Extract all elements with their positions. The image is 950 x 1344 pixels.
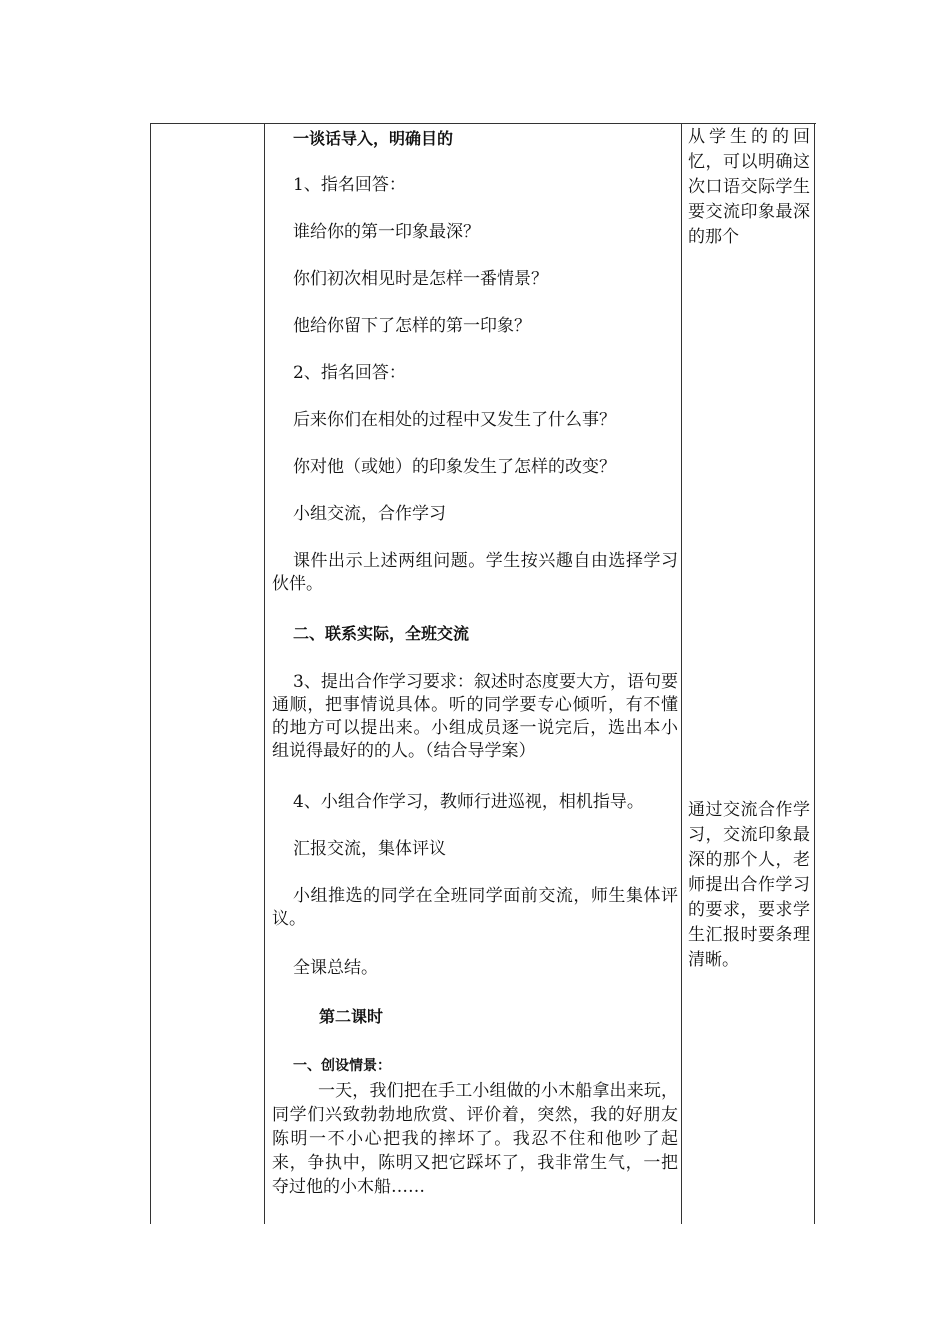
question-2b: 你对他（或她）的印象发生了怎样的改变？ bbox=[293, 457, 616, 477]
group-discussion-text: 课件出示上述两组问题。学生按兴趣自由选择学习伙伴。 bbox=[272, 551, 678, 594]
report-text: 小组推选的同学在全班同学面前交流，师生集体评议。 bbox=[272, 886, 678, 929]
step-4-group-study: 4、小组合作学习，教师行进巡视，相机指导。 bbox=[293, 792, 644, 812]
table-border-right bbox=[814, 124, 815, 1224]
design-note-2: 通过交流合作学习，交流印象最深的那个人，老师提出合作学习的要求，要求学生汇报时要条理清晰。 bbox=[688, 800, 810, 970]
question-1b: 你们初次相见时是怎样一番情景？ bbox=[293, 269, 548, 289]
question-1c: 他给你留下了怎样的第一印象？ bbox=[293, 316, 531, 336]
scene-story-text: 一天，我们把在手工小组做的小木船拿出来玩，同学们兴致勃勃地欣赏、评价着，突然，我的好朋友陈明一不小心把我的摔坏了。我忍不住和他吵了起来，争执中，陈明又把它踩坏了，我非常生气，一把夺过他的小木船…… bbox=[272, 1081, 678, 1197]
question-group-1-label: 1、指名回答： bbox=[293, 175, 406, 195]
lesson-plan-table bbox=[150, 123, 816, 1224]
report-heading: 汇报交流，集体评议 bbox=[293, 839, 446, 859]
scene-heading: 一、创设情景： bbox=[293, 1058, 391, 1074]
group-discussion-heading: 小组交流，合作学习 bbox=[293, 504, 446, 524]
step-3-requirements: 3、提出合作学习要求：叙述时态度要大方，语句要通顺，把事情说具体。听的同学要专心倾听，有不懂的地方可以提出来。小组成员逐一说完后，选出本小组说得最好的的人。（结合导学案） bbox=[272, 672, 678, 761]
question-group-2-label: 2、指名回答： bbox=[293, 363, 406, 383]
question-1a: 谁给你的第一印象最深？ bbox=[293, 222, 480, 242]
section-heading-class-exchange: 二、联系实际，全班交流 bbox=[293, 624, 470, 643]
question-2a: 后来你们在相处的过程中又发生了什么事？ bbox=[293, 410, 616, 430]
section-heading-intro: 一谈话导入，明确目的 bbox=[293, 129, 454, 148]
table-divider-1 bbox=[264, 124, 265, 1224]
teaching-process-cell bbox=[272, 124, 678, 1220]
table-divider-2 bbox=[681, 124, 682, 1224]
design-note-1: 从学生的的回忆，可以明确这次口语交际学生要交流印象最深的那个 bbox=[688, 127, 810, 247]
second-lesson-title: 第二课时 bbox=[319, 1007, 384, 1026]
lesson-summary: 全课总结。 bbox=[293, 958, 378, 978]
empty-label-cell bbox=[151, 125, 263, 1223]
design-intent-cell bbox=[688, 124, 810, 1220]
